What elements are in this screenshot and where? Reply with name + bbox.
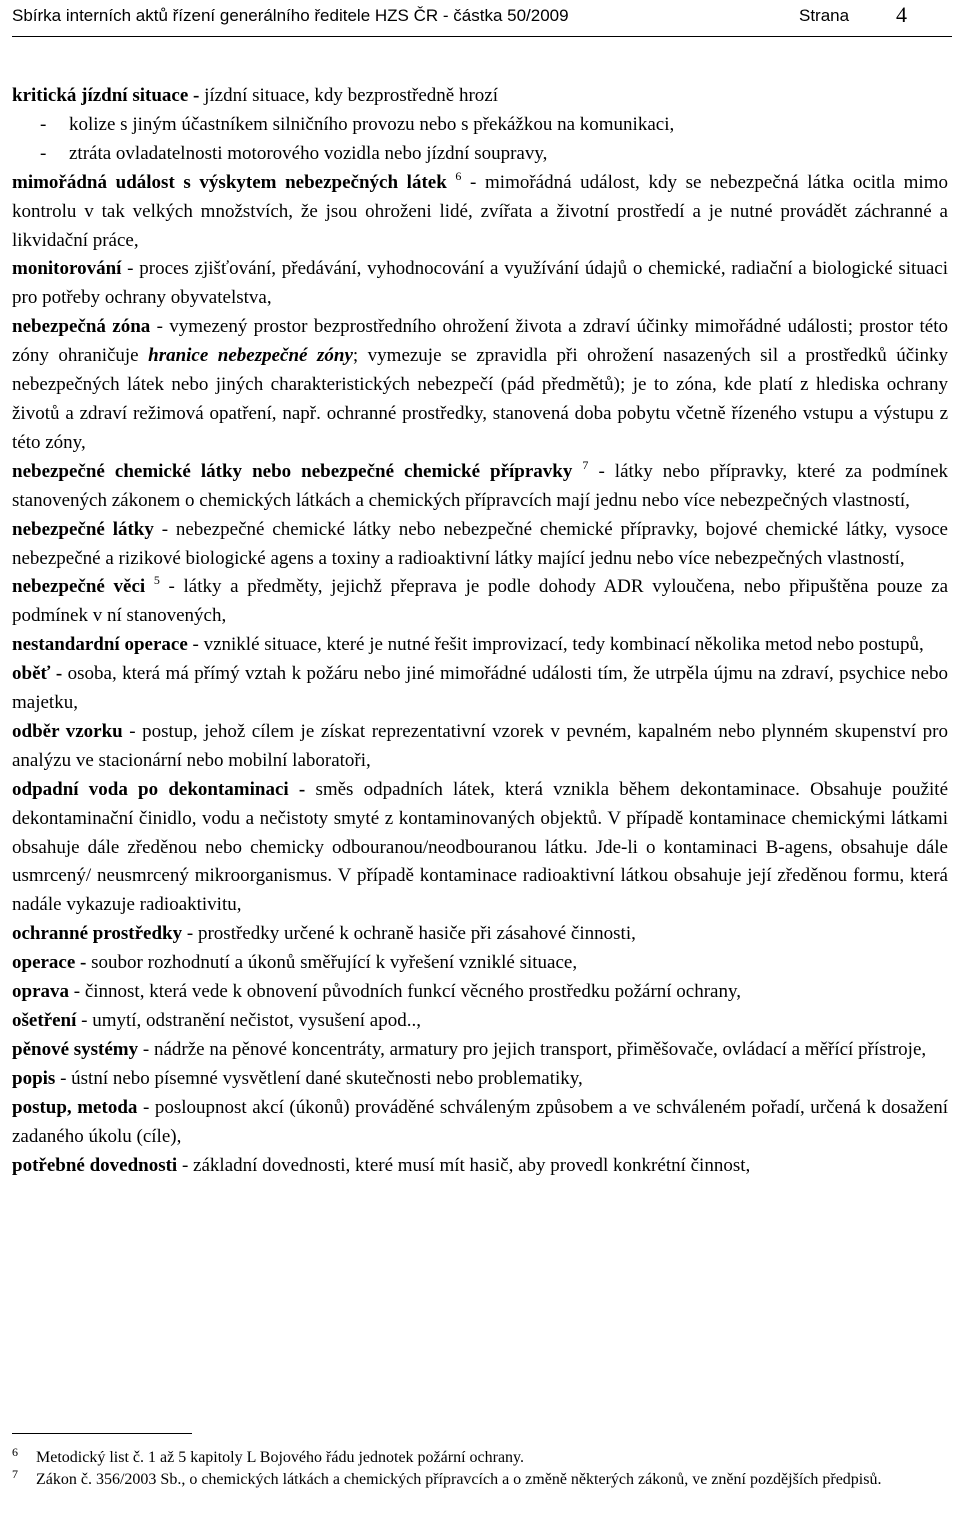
definition-entry: [12, 573, 948, 631]
definition-text: osoba, která má přímý vztah k požáru nebo jiné mimořádné události tím, že utrpěla újmu na zdraví, psychice nebo majetku,: [12, 663, 948, 714]
definition-entry: [12, 313, 948, 458]
term: nestandardní operace: [12, 634, 188, 656]
definition-text: směs odpadních látek, která vznikla během dekontaminace. Obsahuje použité dekontaminační činidlo, vodu a nečistoty smyté z kontaminovaných objektů. V případě kontaminace chemickými látkami obsahuje dále zředěnou nebo chemicky odbouranou/neodbouranou látku. Jde-li o kontaminaci B-agens, obsahuje dále usmrcený/ neusmrcený mikroorganismus. V případě kontaminace radioaktivní látkou obsahuje její zředěnou formu, která nadále vykazuje radioaktivitu,: [12, 778, 948, 916]
footnote-number: 7: [12, 1467, 18, 1481]
definition-entry: [12, 978, 948, 1007]
definition-text: - posloupnost akcí (úkonů) prováděné schváleným způsobem a ve schváleném pořadí, určená k dosažení zadaného úkolu (cíle),: [12, 1096, 949, 1147]
document-body: [12, 82, 948, 1180]
list-dash: -: [40, 113, 47, 135]
definition-entry: [12, 255, 948, 313]
term: kritická jízdní situace -: [12, 85, 200, 106]
term: mimořádná událost s výskytem nebezpečných látek: [12, 171, 447, 193]
header-title: Sbírka interních aktů řízení generálního ředitele HZS ČR - částka 50/2009: [12, 6, 569, 25]
footnote-number: 6: [12, 1445, 18, 1459]
definition-text: - vzniklé situace, které je nutné řešit improvizací, tedy kombinací několika metod nebo postupů,: [187, 634, 924, 656]
term: ochranné prostředky: [12, 923, 183, 945]
list-item-text: ztráta ovladatelnosti motorového vozidla nebo jízdní soupravy,: [69, 142, 548, 164]
definition-entry: [12, 920, 948, 949]
definition-text: - vymezený prostor bezprostředního ohrožení života a zdraví účinky mimořádné události; prostor této zóny ohraničuje: [12, 316, 948, 367]
page-header: [12, 2, 952, 30]
footnote-text: Metodický list č. 1 až 5 kapitoly L Bojového řádu jednotek požární ochrany.: [36, 1449, 525, 1466]
definition-entry: [12, 1065, 948, 1094]
definition-text: - nádrže na pěnové koncentráty, armatury pro jejich transport, přiměšovače, ovládací a měřící přístroje,: [138, 1038, 927, 1060]
term: odpadní voda po dekontaminaci -: [12, 778, 306, 800]
term: pěnové systémy: [12, 1038, 139, 1060]
header-page-number: 4: [896, 2, 907, 27]
definition-entry: [12, 458, 948, 516]
definition-text: - umytí, odstranění nečistot, vysušení apod..,: [76, 1010, 421, 1031]
definition-text: - nebezpečné chemické látky nebo nebezpečné chemické přípravky, bojové chemické látky, vysoce nebezpečné a rizikové biologické agens a toxiny a radioaktivní látky mající jednu nebo více nebezpečných vlastností,: [12, 518, 948, 569]
term: nebezpečné věci: [12, 576, 146, 598]
definition-text: - ústní nebo písemné vysvětlení dané skutečnosti nebo problematiky,: [55, 1067, 583, 1089]
footnote: [12, 1469, 948, 1491]
definition-text: jízdní situace, kdy bezprostředně hrozí: [199, 85, 498, 106]
definition-text: - základní dovednosti, které musí mít hasič, aby provedl konkrétní činnost,: [177, 1154, 751, 1176]
definition-text: - proces zjišťování, předávání, vyhodnocování a využívání údajů o chemické, radiační a biologické situaci pro potřeby ochrany obyvatelstva,: [12, 258, 948, 309]
list-item-text: kolize s jiným účastníkem silničního provozu nebo s překážkou na komunikaci,: [69, 113, 675, 135]
definition-entry: [12, 1094, 948, 1152]
definition-entry: [12, 516, 948, 574]
term: nebezpečné látky: [12, 518, 154, 540]
definition-text: - mimořádná událost, kdy se nebezpečná látka ocitla mimo kontrolu v tak velkých množstvích, že jsou ohroženi lidé, zvířata a životní prostředí a je nutné provádět záchranné a likvidační práce,: [12, 171, 948, 251]
term: oprava: [12, 981, 69, 1003]
term: operace -: [12, 952, 87, 974]
definition-entry: [12, 1007, 948, 1036]
list-item: [12, 111, 948, 140]
term: oběť -: [12, 663, 63, 685]
definition-entry: [12, 776, 948, 921]
term: potřebné dovednosti: [12, 1154, 178, 1176]
term: nebezpečná zóna: [12, 316, 151, 338]
term: odběr vzorku: [12, 720, 123, 742]
definition-entry: [12, 718, 948, 776]
definition-text: - látky a předměty, jejichž přeprava je podle dohody ADR vyloučena, nebo připuštěna pouze za podmínek v ní stanovených,: [12, 576, 949, 627]
footnotes: [12, 1447, 948, 1491]
definition-text: - postup, jehož cílem je získat reprezentativní vzorek v pevném, kapalném nebo plynném skupenství pro analýzu ve stacionární nebo mobilní laboratoři,: [12, 720, 948, 771]
definition-entry: [12, 1036, 948, 1065]
list-item: [12, 140, 948, 169]
term: ošetření: [12, 1010, 77, 1031]
definition-entry: [12, 169, 948, 256]
definition-entry: [12, 82, 948, 111]
definition-entry: [12, 631, 948, 660]
header-rule: [12, 36, 952, 37]
definition-text-continued: ; vymezuje se zpravidla při ohrožení nasazených sil a prostředků účinky nebezpečných látek nebo jiných charakteristických nebezpečí (pád předmětů); je to zóna, kde platí z hlediska ochrany životů a zdraví režimová opatření, např. ochranné prostředky, stanovená doba pobytu včetně řízeného vstupu a výstupu z této zóny,: [12, 345, 948, 453]
term: popis: [12, 1067, 56, 1089]
definition-entry: [12, 949, 948, 978]
definition-entry: [12, 1152, 948, 1181]
footnote-ref: 5: [153, 573, 160, 588]
term: nebezpečné chemické látky nebo nebezpečné chemické přípravky: [12, 460, 573, 482]
footnote-ref: 7: [582, 457, 589, 472]
footnote-separator: [12, 1433, 192, 1434]
definition-entry: [12, 660, 948, 718]
definition-text: - činnost, která vede k obnovení původních funkcí věcného prostředku požární ochrany,: [69, 981, 742, 1003]
footnote-ref: 6: [455, 168, 462, 183]
definition-text: - látky nebo přípravky, které za podmínek stanovených zákonem o chemických látkách a chemických přípravcích mají jednu nebo více nebezpečných vlastností,: [12, 460, 949, 511]
list-dash: -: [40, 142, 47, 164]
emphasized-term: hranice nebezpečné zóny: [148, 345, 353, 367]
term: postup, metoda: [12, 1096, 138, 1118]
footnote: [12, 1447, 948, 1469]
header-page-label: Strana: [799, 6, 850, 25]
term: monitorování: [12, 258, 122, 280]
definition-text: - prostředky určené k ochraně hasiče při zásahové činnosti,: [182, 923, 636, 945]
definition-text: soubor rozhodnutí a úkonů směřující k vyřešení vzniklé situace,: [86, 952, 578, 974]
footnote-text: Zákon č. 356/2003 Sb., o chemických látkách a chemických přípravcích a o změně některých zákonů, ve znění pozdějších předpisů.: [36, 1471, 882, 1488]
